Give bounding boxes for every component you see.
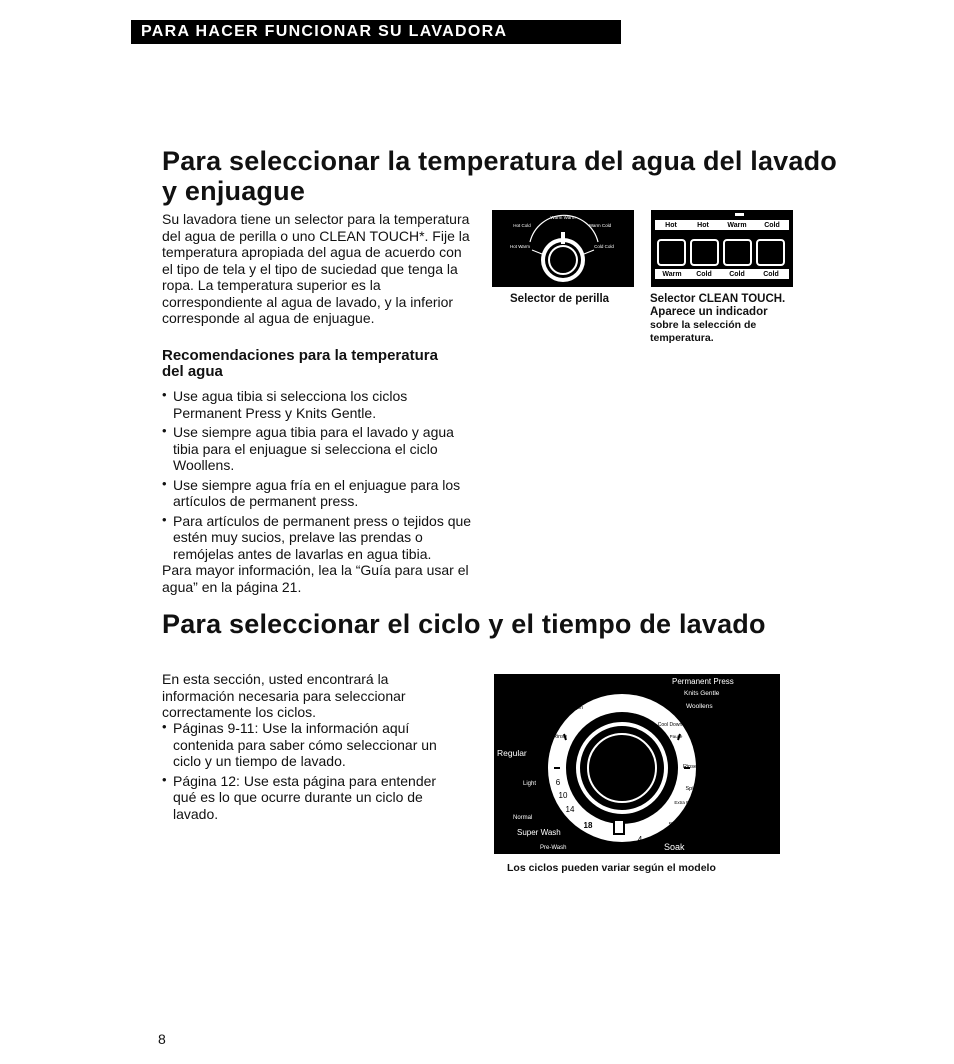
touch-bottom-label: Cold <box>693 270 715 279</box>
touch-bottom-label: Cold <box>726 270 748 279</box>
ring-label: Rinse <box>682 764 698 770</box>
ring-label: Spin <box>668 822 680 828</box>
dial-number: 4 <box>682 707 686 714</box>
side-label: Permanent Press <box>672 677 734 686</box>
cycle-dial-drawing <box>494 674 780 854</box>
side-label: Soak <box>664 842 685 852</box>
dial-number: 6 <box>555 778 561 787</box>
side-label: Woollens <box>686 703 713 710</box>
touch-button[interactable] <box>756 239 785 266</box>
list-item: • Páginas 9-11: Use la información aquí contenida para saber cómo seleccionar un ciclo y un tiempo de lavado. <box>162 720 462 770</box>
touch-top-label: Hot <box>692 221 714 230</box>
temperature-recommendations-list <box>162 388 472 565</box>
temperature-intro: Su lavadora tiene un selector para la temperatura del agua de perilla o uno CLEAN TOUCH*. Fije la temperatura apropiada del agua de acuerdo con el tipo de tela y el tipo de suciedad que tenga la ropa. La temperatura superior es la correspondiente al agua de lavado, y la inferior corresponde al agua de enjuague. <box>162 211 470 326</box>
touch-button[interactable] <box>723 239 752 266</box>
ring-label: Cool Down <box>657 722 683 728</box>
recommendations-heading: Recomendaciones para la temperatura del agua <box>162 347 438 380</box>
ring-label: Pause <box>669 734 683 739</box>
temperature-section-title: Para seleccionar la temperatura del agua del lavado y enjuague <box>162 146 837 206</box>
knob-caption: Selector de perilla <box>510 293 610 305</box>
knob-drawing <box>492 210 634 287</box>
ring-label: Spin <box>685 786 697 792</box>
cycle-pages-list <box>162 720 462 825</box>
knob-label-cold-cold: Cold Cold <box>594 244 614 249</box>
list-item: • Use agua tibia si selecciona los ciclos Permanent Press y Knits Gentle. <box>162 388 472 421</box>
side-label: Normal <box>513 815 533 821</box>
list-item: • Use siempre agua tibia para el lavado y agua tibia para el enjuague si selecciona el ciclo Woollens. <box>162 424 472 474</box>
more-info-text: Para mayor información, lea la “Guía para usar el agua” en la página 21. <box>162 562 469 595</box>
dial-number: 10 <box>558 791 568 800</box>
side-label: Super Wash <box>517 828 561 837</box>
list-item: • Página 12: Use esta página para entender qué es lo que ocurre durante un ciclo de lavado. <box>162 773 462 823</box>
selection-indicator <box>735 213 744 216</box>
dial-number: 12 <box>644 688 656 698</box>
side-label: Pre-Wash <box>540 845 567 851</box>
clean-touch-caption <box>650 293 790 345</box>
touch-bottom-label: Warm <box>660 270 684 279</box>
list-item: • Para artículos de permanent press o tejidos que estén muy sucios, prelave las prendas o remójelas antes de lavarlas en agua tibia. <box>162 513 472 563</box>
ring-label: Extra Rinse <box>583 689 609 695</box>
touch-top-label: Warm <box>724 221 750 230</box>
ring-label: Spin <box>616 686 628 692</box>
clean-touch-caption-main: Selector CLEAN TOUCH. Aparece un indicador <box>650 293 786 318</box>
touch-button[interactable] <box>657 239 686 266</box>
dial-number: 14 <box>565 805 575 814</box>
side-label: Light <box>523 781 537 787</box>
knob-label-hot-cold: Hot Cold <box>513 223 531 228</box>
side-label: Regular <box>497 748 527 758</box>
knob-label-hot-warm: Hot Warm <box>509 244 531 249</box>
dial-number: 8 <box>670 695 674 702</box>
section-banner: PARA HACER FUNCIONAR SU LAVADORA <box>131 20 621 44</box>
ring-label: Rinse <box>552 734 568 740</box>
dial-number: 4 <box>637 835 643 844</box>
ring-label: Extra Rinse <box>674 800 698 805</box>
ring-label: Spin <box>572 705 584 711</box>
side-label: Knits Gentle <box>684 690 720 697</box>
touch-top-label: Hot <box>660 221 682 230</box>
knob-label-warm-warm: Warm Warm <box>550 215 576 220</box>
cycle-dial-image <box>494 674 780 854</box>
dial-number: 6 <box>676 702 680 709</box>
dial-number: 18 <box>583 821 593 830</box>
cycle-intro: En esta sección, usted encontrará la información necesaria para seleccionar correctamente los ciclos. <box>162 671 406 720</box>
touch-button[interactable] <box>690 239 719 266</box>
knob-selector-image <box>492 210 634 287</box>
touch-top-label: Cold <box>759 221 785 230</box>
clean-touch-caption-sub: sobre la selección de temperatura. <box>650 319 757 344</box>
knob-label-warm-cold: Warm Cold <box>588 223 612 228</box>
touch-bottom-label: Cold <box>760 270 782 279</box>
page-number: 8 <box>158 1031 166 1047</box>
dial-caption: Los ciclos pueden variar según el modelo <box>507 862 716 874</box>
cycle-section-title: Para seleccionar el ciclo y el tiempo de lavado <box>162 609 766 639</box>
list-item: • Use siempre agua fría en el enjuague para los artículos de permanent press. <box>162 477 472 510</box>
